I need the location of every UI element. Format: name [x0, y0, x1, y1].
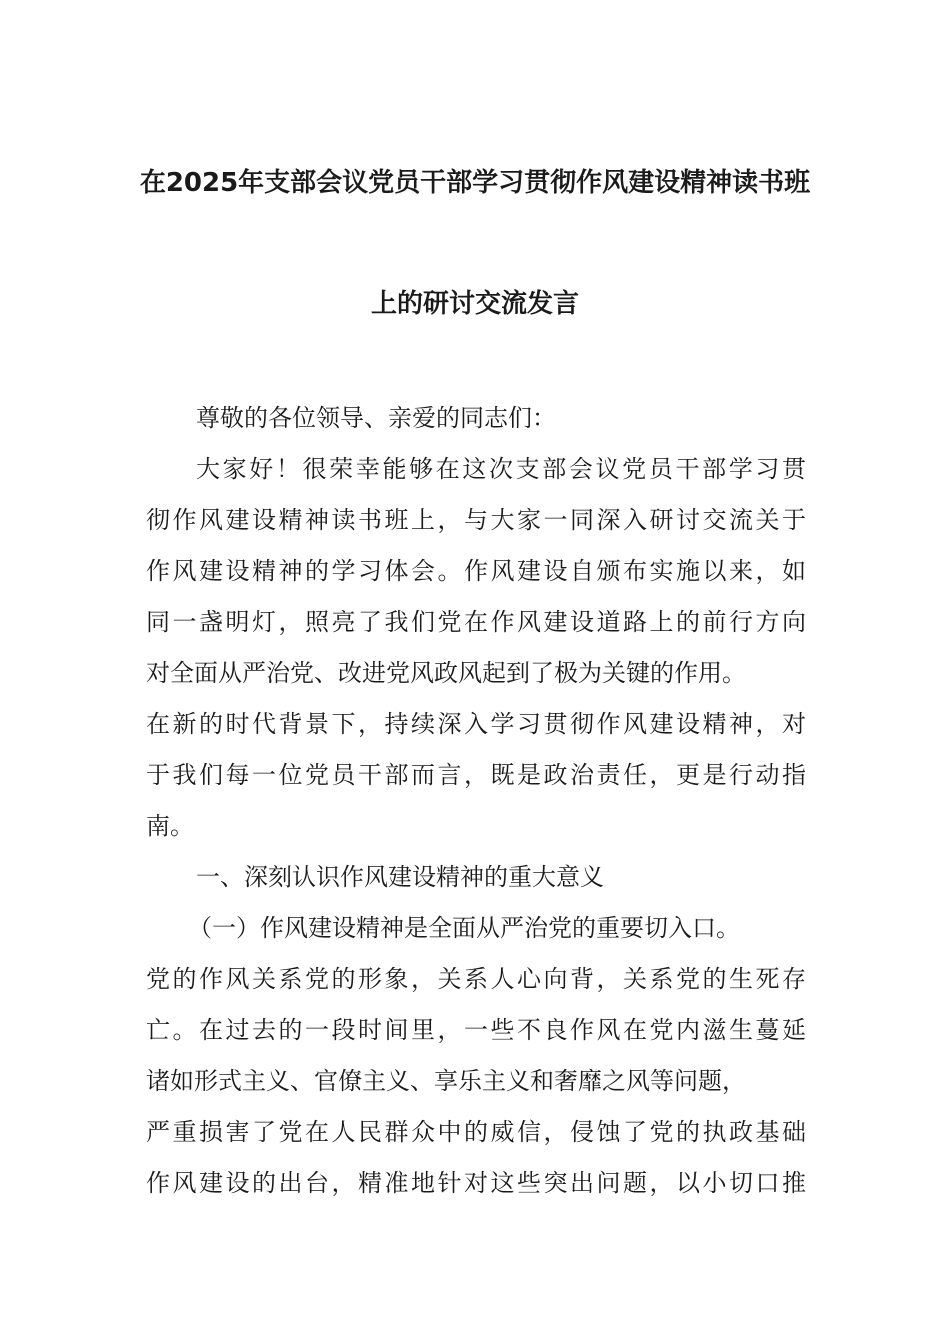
paragraph-line: 在新的时代背景下，持续深入学习贯彻作风建设精神，对: [146, 710, 806, 738]
paragraph-line: 南。: [146, 812, 194, 840]
paragraph-line: 党的作风关系党的形象，关系人心向背，关系党的生死存: [146, 965, 806, 993]
document-title-line-2: 上的研讨交流发言: [370, 289, 579, 319]
paragraph-line: 严重损害了党在人民群众中的威信，侵蚀了党的执政基础: [146, 1118, 806, 1146]
paragraph-line: 于我们每一位党员干部而言，既是政治责任，更是行动指: [146, 761, 806, 789]
salutation: 尊敬的各位领导、亲爱的同志们：: [196, 404, 556, 432]
document-title-line-1: 在2025年支部会议党员干部学习贯彻作风建设精神读书班: [139, 168, 811, 198]
paragraph-line: 作风建设的出台，精准地针对这些突出问题，以小切口推: [146, 1169, 806, 1197]
document-body: [146, 393, 806, 1209]
paragraph-line: 诸如形式主义、官僚主义、享乐主义和奢靡之风等问题，: [146, 1067, 746, 1095]
paragraph-line: 同一盏明灯，照亮了我们党在作风建设道路上的前行方向: [146, 608, 806, 636]
subsection-heading: （一）作风建设精神是全面从严治党的重要切入口。: [188, 914, 740, 942]
paragraph-line: 对全面从严治党、改进党风政风起到了极为关键的作用。: [146, 659, 746, 687]
paragraph-line: 作风建设精神的学习体会。作风建设自颁布实施以来，如: [146, 557, 806, 585]
paragraph-line: 亡。在过去的一段时间里，一些不良作风在党内滋生蔓延: [146, 1016, 806, 1044]
paragraph-line: 彻作风建设精神读书班上，与大家一同深入研讨交流关于: [146, 506, 806, 534]
paragraph-line: 大家好！很荣幸能够在这次支部会议党员干部学习贯: [196, 455, 806, 483]
section-heading: 一、深刻认识作风建设精神的重大意义: [196, 863, 604, 891]
